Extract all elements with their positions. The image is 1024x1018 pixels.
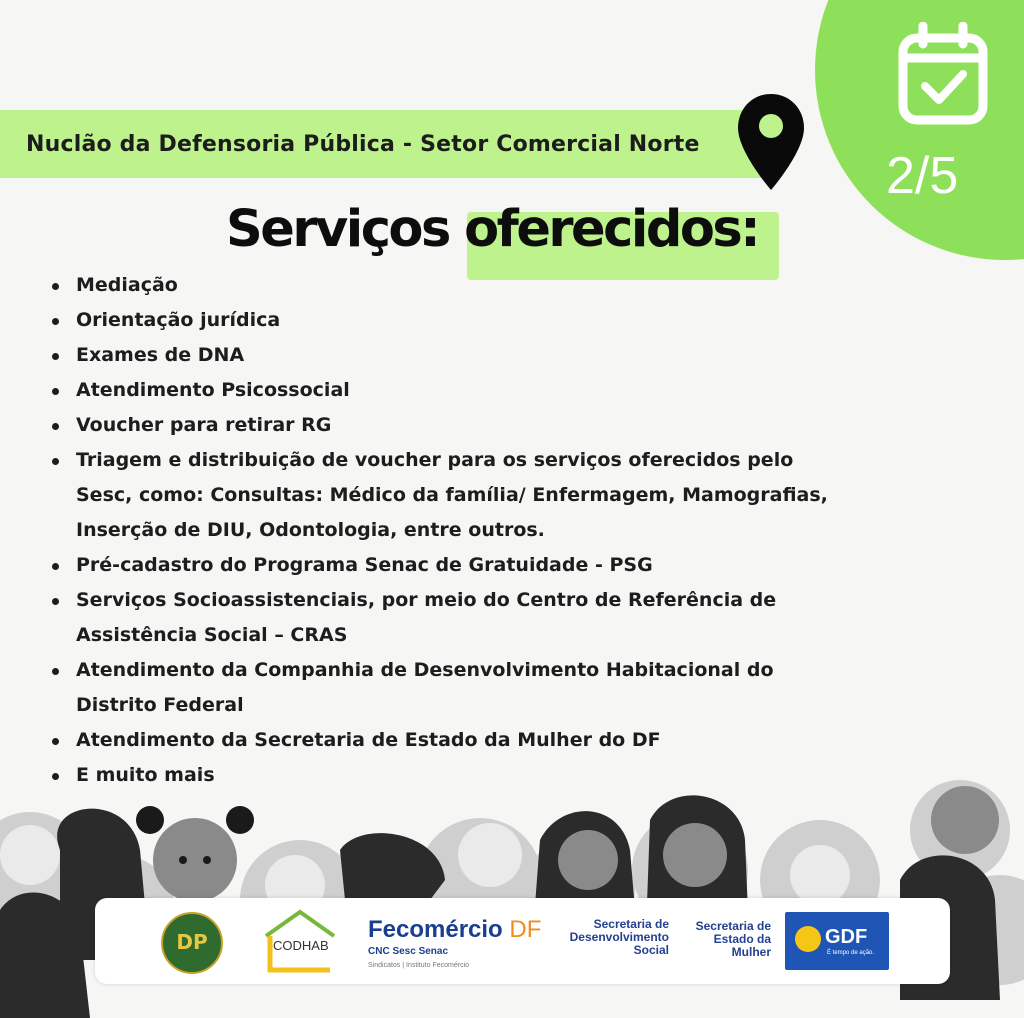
page-indicator: 2/5 xyxy=(886,147,959,205)
title-part2: oferecidos: xyxy=(464,200,759,259)
fecomercio-subtitle-2: Sindicatos | Instituto Fecomércio xyxy=(368,962,470,969)
fecomercio-subtitle: CNC Sesc Senac xyxy=(368,946,449,957)
location-label: Nuclão da Defensoria Pública - Setor Comercial Norte xyxy=(26,132,700,157)
gdf-logo: GDF É tempo de ação. xyxy=(785,912,889,970)
sec-desenvolvimento-logo: Secretaria de Desenvolvimento Social xyxy=(569,917,669,957)
list-item: Exames de DNA xyxy=(52,338,832,373)
list-item: E muito mais xyxy=(52,758,832,793)
calendar-check-icon xyxy=(895,22,991,126)
sponsor-logos-bar xyxy=(95,898,950,984)
codhab-label: CODHAB xyxy=(273,938,329,953)
list-item: Mediação xyxy=(52,268,832,303)
page-title xyxy=(226,200,758,259)
fecomercio-logo: Fecomércio DF xyxy=(368,916,542,943)
services-list xyxy=(52,268,832,793)
list-item: Atendimento da Companhia de Desenvolvimento Habitacional do Distrito Federal xyxy=(52,653,832,723)
list-item: Pré-cadastro do Programa Senac de Gratuidade - PSG xyxy=(52,548,832,583)
sec-mulher-logo: Secretaria de Estado da Mulher xyxy=(695,919,771,959)
dp-logo: DP xyxy=(161,912,223,974)
list-item: Triagem e distribuição de voucher para os serviços oferecidos pelo Sesc, como: Consultas: Médico da família/ Enfermagem, Mamografias, Inserção de DIU, Odontologia, entre outros. xyxy=(52,443,832,548)
title-part1: Serviços xyxy=(226,200,449,259)
list-item: Orientação jurídica xyxy=(52,303,832,338)
list-item: Voucher para retirar RG xyxy=(52,408,832,443)
location-pin-icon xyxy=(736,92,806,192)
list-item: Serviços Socioassistenciais, por meio do Centro de Referência de Assistência Social – CRAS xyxy=(52,583,832,653)
list-item: Atendimento da Secretaria de Estado da Mulher do DF xyxy=(52,723,832,758)
list-item: Atendimento Psicossocial xyxy=(52,373,832,408)
sun-icon xyxy=(795,926,821,952)
